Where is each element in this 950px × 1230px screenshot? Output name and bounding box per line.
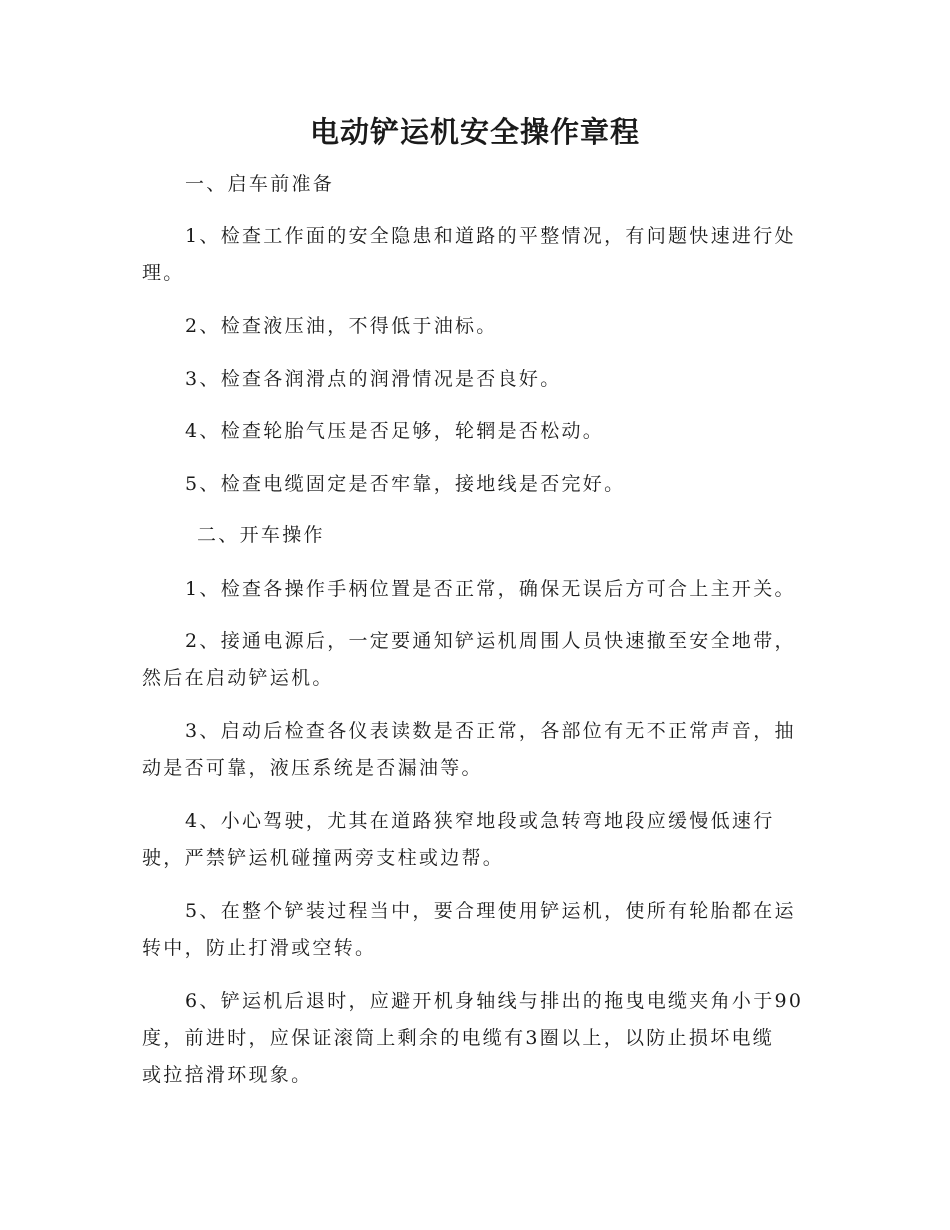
paragraph-line: 5、检查电缆固定是否牢靠，接地线是否完好。 xyxy=(185,473,626,495)
section-heading-driving: 二、开车操作 xyxy=(197,524,325,546)
paragraph-line: 度，前进时，应保证滚筒上剩余的电缆有3圈以上，以防止损坏电缆 xyxy=(142,1027,775,1049)
paragraph-line: 1、检查工作面的安全隐患和道路的平整情况，有问题快速进行处 xyxy=(185,225,796,247)
paragraph-line: 动是否可靠，液压系统是否漏油等。 xyxy=(142,757,483,779)
paragraph-line: 2、检查液压油，不得低于油标。 xyxy=(185,315,498,337)
paragraph-line: 转中，防止打滑或空转。 xyxy=(142,937,377,959)
section-heading-prestart: 一、启车前准备 xyxy=(185,173,335,195)
paragraph-line: 6、铲运机后退时，应避开机身轴线与排出的拖曳电缆夹角小于90 xyxy=(185,990,804,1012)
paragraph-line: 2、接通电源后，一定要通知铲运机周围人员快速撤至安全地带， xyxy=(185,630,796,652)
paragraph-line: 或拉掊滑环现象。 xyxy=(142,1064,313,1086)
paragraph-line: 驶，严禁铲运机碰撞两旁支柱或边帮。 xyxy=(142,847,505,869)
paragraph-line: 然后在启动铲运机。 xyxy=(142,667,334,689)
paragraph-line: 理。 xyxy=(142,262,185,284)
paragraph-line: 4、检查轮胎气压是否足够，轮辋是否松动。 xyxy=(185,420,605,442)
paragraph-line: 4、小心驾驶，尤其在道路狭窄地段或急转弯地段应缓慢低速行 xyxy=(185,810,775,832)
paragraph-line: 5、在整个铲装过程当中，要合理使用铲运机，使所有轮胎都在运 xyxy=(185,900,796,922)
document-title: 电动铲运机安全操作章程 xyxy=(309,115,640,149)
paragraph-line: 1、检查各操作手柄位置是否正常，确保无误后方可合上主开关。 xyxy=(185,578,796,600)
paragraph-line: 3、检查各润滑点的润滑情况是否良好。 xyxy=(185,368,562,390)
paragraph-line: 3、启动后检查各仪表读数是否正常，各部位有无不正常声音，抽 xyxy=(185,720,796,742)
